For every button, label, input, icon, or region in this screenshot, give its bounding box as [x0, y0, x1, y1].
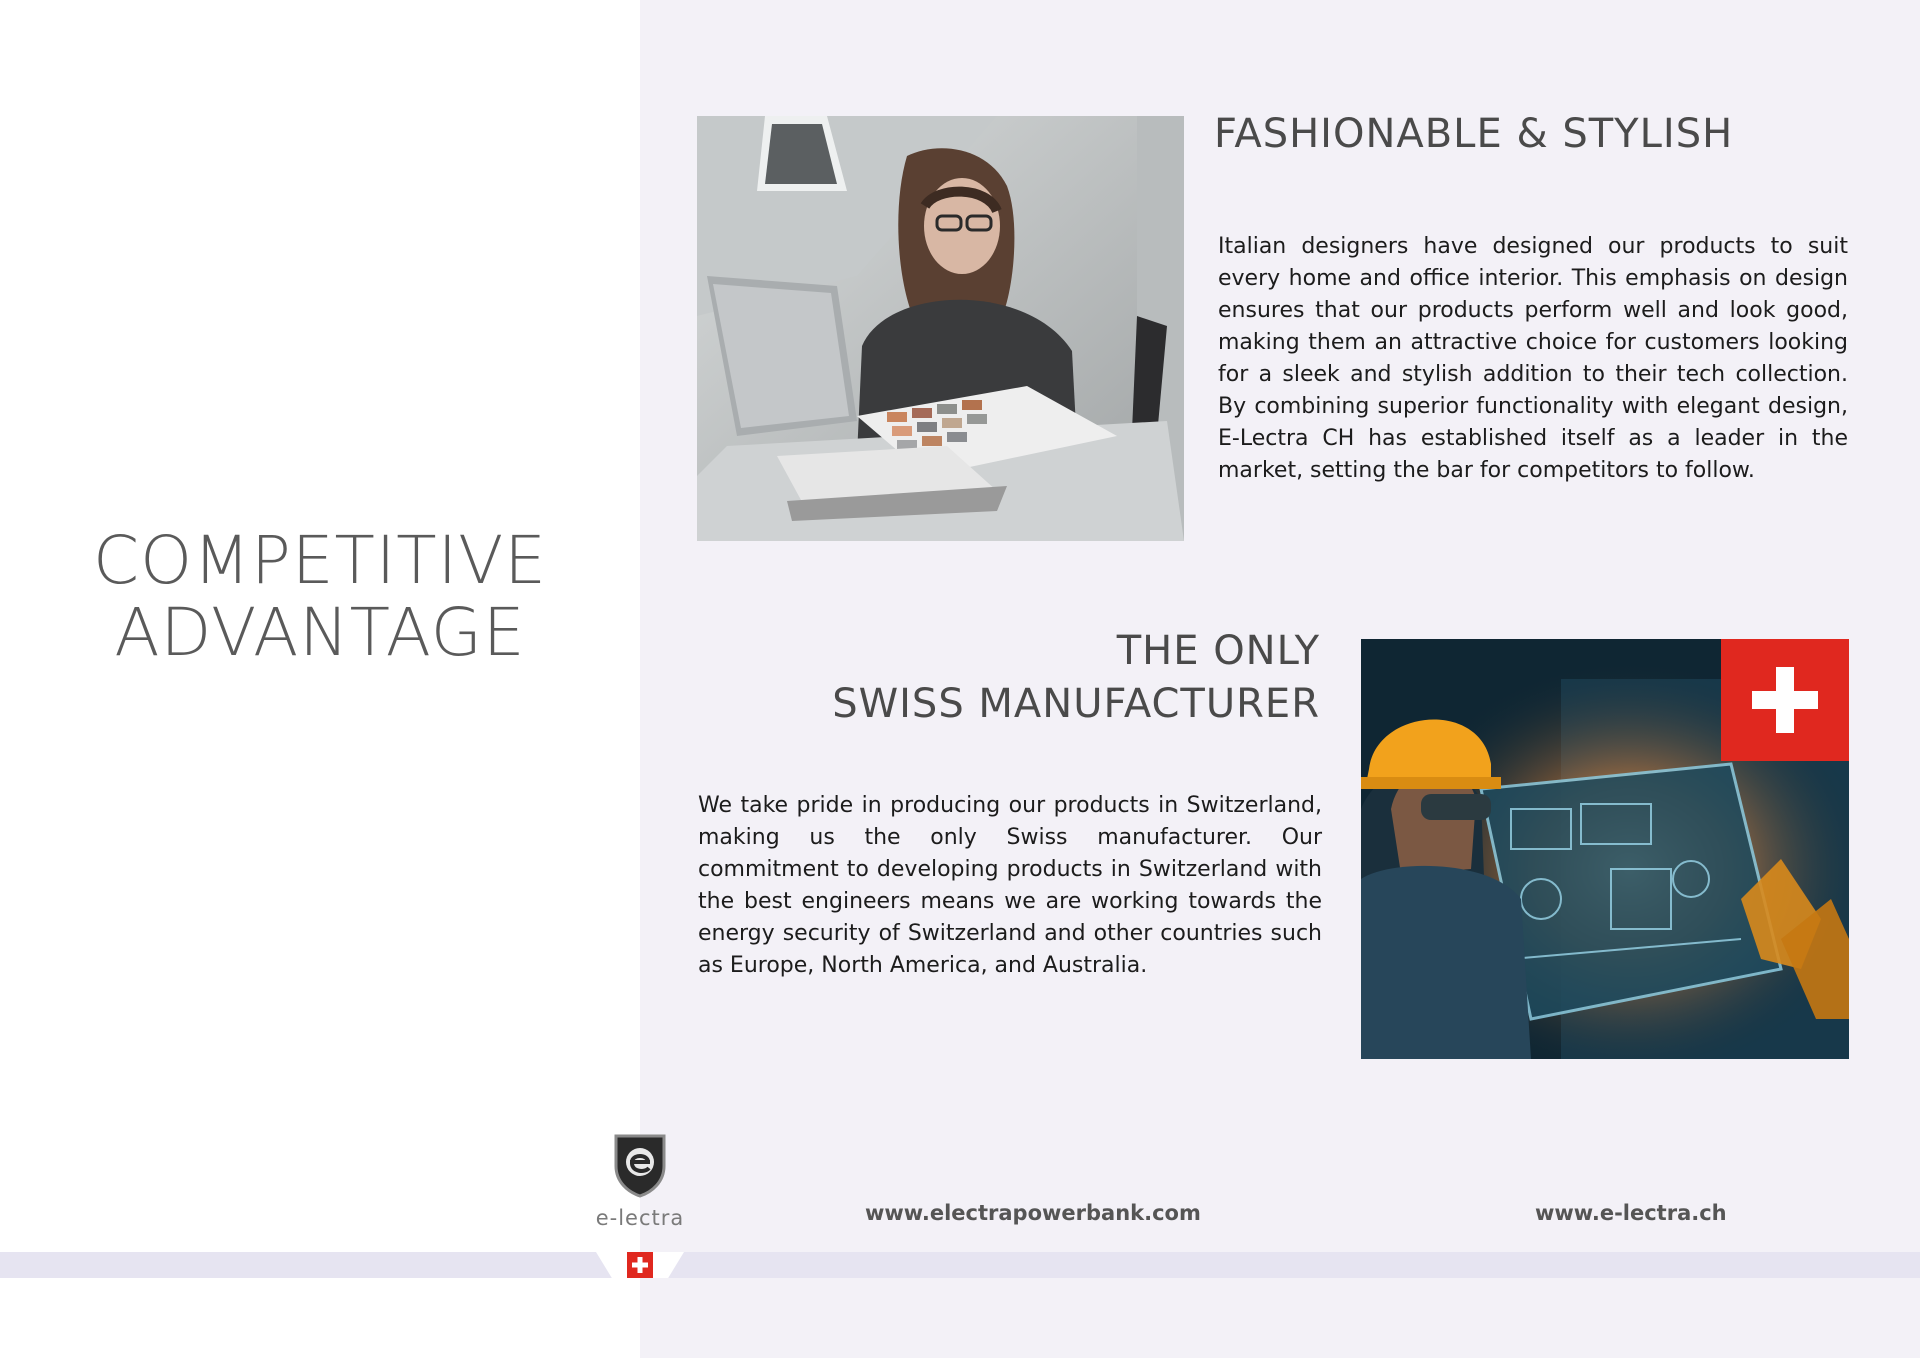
- section-title-line2: ADVANTAGE: [114, 594, 526, 671]
- swiss-heading: [760, 625, 1320, 731]
- fashion-body: Italian designers have designed our products to suit every home and office interior. This emphasis on design ensures that our products perform well and look good, making them an attractive choice for customers looking for a sleek and stylish addition to their tech collection. By combining superior functionality with elegant design, E-Lectra CH has established itself as a leader in the market, setting the bar for competitors to follow.: [1218, 234, 1848, 483]
- fashion-photo: [697, 116, 1184, 541]
- shield-logo-icon: [612, 1132, 668, 1198]
- footer-band: [0, 1252, 1920, 1278]
- swiss-photo: [1361, 639, 1849, 1059]
- section-title: [40, 522, 600, 671]
- swiss-heading-line2: SWISS MANUFACTURER: [832, 681, 1320, 727]
- section-title-line1: COMPETITIVE: [93, 522, 547, 599]
- swiss-flag-icon: [627, 1252, 653, 1278]
- swiss-body: We take pride in producing our products in Switzerland, making us the only Swiss manufacturer. Our commitment to developing products in Switzerland with the best engineers means we are working towards the energy security of Switzerland and other countries such as Europe, North America, and Australia.: [698, 793, 1322, 978]
- swiss-heading-line1: THE ONLY: [1116, 628, 1320, 674]
- e-lectra-link[interactable]: www.e-lectra.ch: [1535, 1201, 1727, 1225]
- brand-logo-text: e-lectra: [595, 1206, 685, 1230]
- fashion-heading: FASHIONABLE & STYLISH: [1214, 111, 1734, 157]
- left-panel: [0, 0, 640, 1358]
- electrapowerbank-link[interactable]: www.electrapowerbank.com: [865, 1201, 1201, 1225]
- brand-logo[interactable]: [590, 1132, 690, 1230]
